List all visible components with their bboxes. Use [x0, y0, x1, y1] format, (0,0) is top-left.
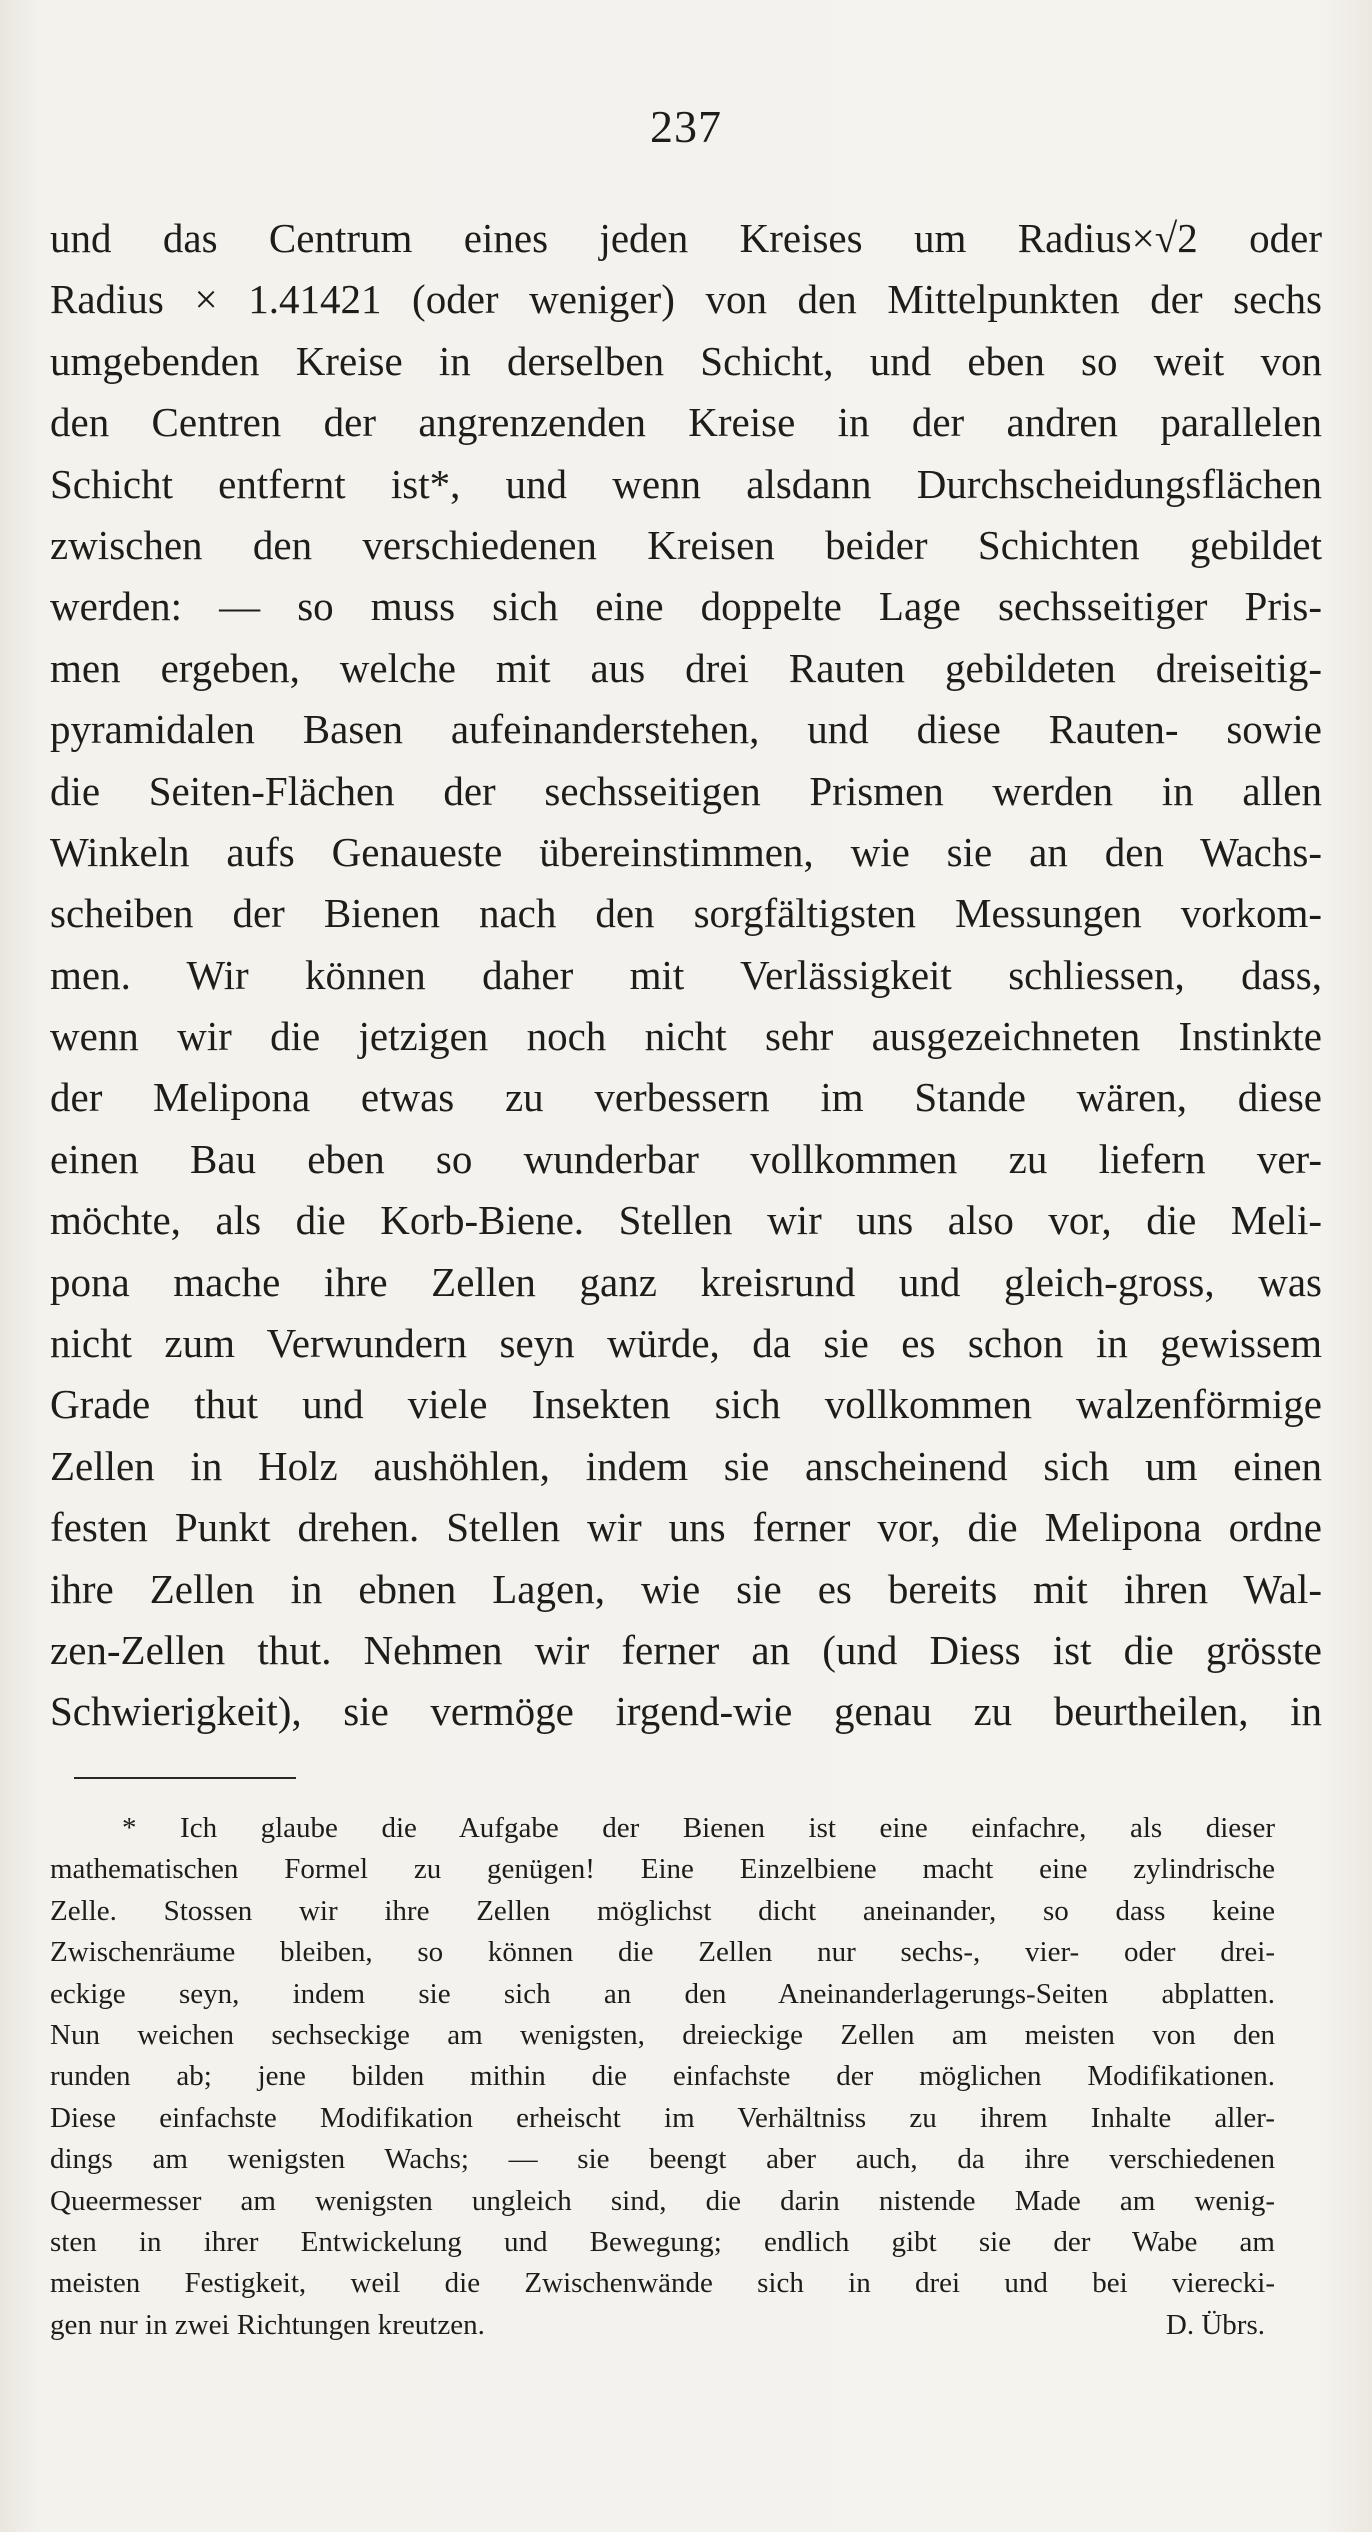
body-text	[50, 208, 1322, 1743]
body-line: die Seiten-Flächen der sechsseitigen Prismen werden in allen	[50, 767, 1322, 814]
body-line: zen-Zellen thut. Nehmen wir ferner an (und Diess ist die grösste	[50, 1626, 1322, 1673]
footnote-line: Queermesser am wenigsten ungleich sind, die darin nistende Made am wenig-	[50, 2184, 1275, 2217]
footnote-divider	[74, 1777, 296, 1779]
footnote-line: Nun weichen sechseckige am wenigsten, dreieckige Zellen am meisten von den	[50, 2018, 1275, 2051]
footnote-line: Zwischenräume bleiben, so können die Zellen nur sechs-, vier- oder drei-	[50, 1936, 1275, 1969]
footnote-line: sten in ihrer Entwickelung und Bewegung; endlich gibt sie der Wabe am	[50, 2225, 1275, 2258]
body-line: den Centren der angrenzenden Kreise in der andren parallelen	[50, 399, 1322, 446]
body-line: Zellen in Holz aushöhlen, indem sie anscheinend sich um einen	[50, 1442, 1322, 1489]
body-line: möchte, als die Korb-Biene. Stellen wir uns also vor, die Meli-	[50, 1197, 1322, 1244]
body-line: Winkeln aufs Genaueste übereinstimmen, wie sie an den Wachs-	[50, 828, 1322, 875]
body-line: pona mache ihre Zellen ganz kreisrund und gleich-gross, was	[50, 1258, 1322, 1305]
body-line: nicht zum Verwundern seyn würde, da sie es schon in gewissem	[50, 1320, 1322, 1367]
body-line: werden: — so muss sich eine doppelte Lage sechsseitiger Pris-	[50, 583, 1322, 630]
body-line: umgebenden Kreise in derselben Schicht, und eben so weit von	[50, 337, 1322, 384]
body-line: einen Bau eben so wunderbar vollkommen zu liefern ver-	[50, 1135, 1322, 1182]
body-line: Radius × 1.41421 (oder weniger) von den Mittelpunkten der sechs	[50, 276, 1322, 323]
body-line: festen Punkt drehen. Stellen wir uns ferner vor, die Melipona ordne	[50, 1504, 1322, 1551]
body-line: Schicht entfernt ist*, und wenn alsdann Durchscheidungsflächen	[50, 460, 1322, 507]
body-line: und das Centrum eines jeden Kreises um Radius×√2 oder	[50, 215, 1322, 261]
body-line: Grade thut und viele Insekten sich vollkommen walzenförmige	[50, 1381, 1322, 1428]
footnote-line: Diese einfachste Modifikation erheischt im Verhältniss zu ihrem Inhalte aller-	[50, 2101, 1275, 2134]
footnote-line: dings am wenigsten Wachs; — sie beengt aber auch, da ihre verschiedenen	[50, 2143, 1275, 2176]
footnote-line: meisten Festigkeit, weil die Zwischenwände sich in drei und bei vierecki-	[50, 2267, 1275, 2300]
footnote-line: Zelle. Stossen wir ihre Zellen möglichst dicht aneinander, so dass keine	[50, 1894, 1275, 1927]
translator-signature: D. Übrs.	[1165, 2308, 1265, 2341]
body-line: pyramidalen Basen aufeinanderstehen, und diese Rauten- sowie	[50, 706, 1322, 753]
page-number: 237	[650, 101, 722, 152]
body-line: men ergeben, welche mit aus drei Rauten gebildeten dreiseitig-	[50, 644, 1322, 691]
footnote	[50, 1808, 1275, 2346]
body-line: ihre Zellen in ebnen Lagen, wie sie es bereits mit ihren Wal-	[50, 1565, 1322, 1612]
footnote-line-text: gen nur in zwei Richtungen kreutzen.	[50, 2308, 485, 2341]
body-line: Schwierigkeit), sie vermöge irgend-wie genau zu beurtheilen, in	[50, 1688, 1322, 1735]
body-line: scheiben der Bienen nach den sorgfältigsten Messungen vorkom-	[50, 890, 1322, 937]
footnote-line: mathematischen Formel zu genügen! Eine Einzelbiene macht eine zylindrische	[50, 1853, 1275, 1886]
footnote-line: eckige seyn, indem sie sich an den Aneinanderlagerungs-Seiten abplatten.	[50, 1977, 1275, 2010]
body-line: zwischen den verschiedenen Kreisen beider Schichten gebildet	[50, 521, 1322, 568]
body-line: der Melipona etwas zu verbessern im Stande wären, diese	[50, 1074, 1322, 1121]
body-line: men. Wir können daher mit Verlässigkeit schliessen, dass,	[50, 951, 1322, 998]
footnote-line: runden ab; jene bilden mithin die einfachste der möglichen Modifikationen.	[50, 2060, 1275, 2093]
footnote-line: * Ich glaube die Aufgabe der Bienen ist eine einfachre, als dieser	[122, 1812, 1275, 1844]
body-line: wenn wir die jetzigen noch nicht sehr ausgezeichneten Instinkte	[50, 1013, 1322, 1060]
footnote-last-line	[50, 2305, 1275, 2346]
